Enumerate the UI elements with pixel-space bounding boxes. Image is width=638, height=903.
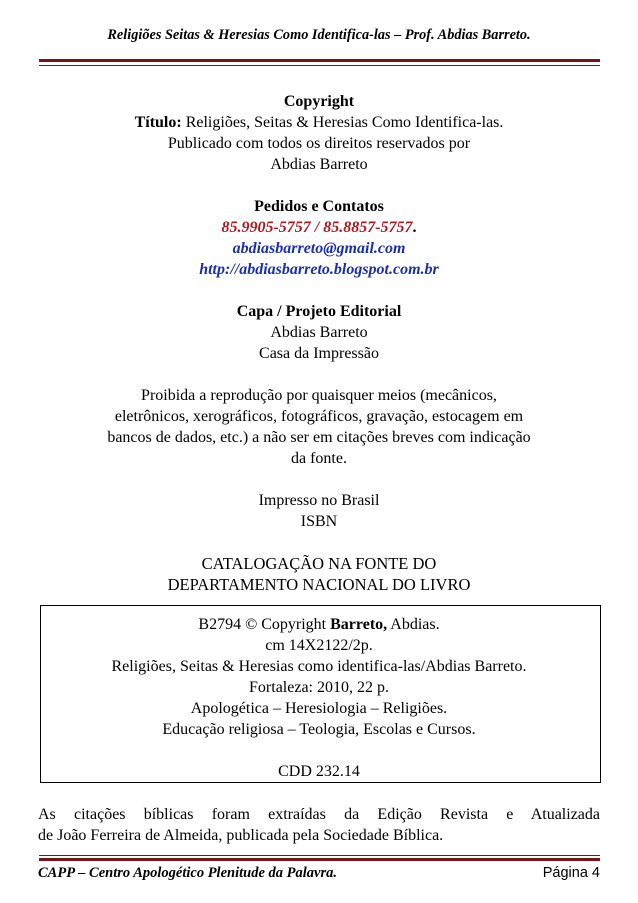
published-line: Publicado com todos os direitos reservados por [167, 135, 471, 152]
contacts-heading: Pedidos e Contatos [254, 198, 384, 215]
record-line [0, 615, 638, 634]
running-header: Religiões Seitas & Heresias Como Identifica-las – Prof. Abdias Barreto. [107, 27, 531, 43]
record-line: Educação religiosa – Teologia, Escolas e Cursos. [162, 721, 476, 738]
catalog-line: DEPARTAMENTO NACIONAL DO LIVRO [167, 575, 471, 594]
notice-line: bancos de dados, etc.) a não ser em citações breves com indicação [107, 429, 531, 446]
phones: 85.9905-5757 / 85.8857-5757 [221, 219, 413, 236]
email-link[interactable]: abdiasbarreto@gmail.com [232, 240, 406, 257]
notice-line: da fonte. [291, 450, 347, 467]
title-label: Título: [134, 114, 182, 131]
citation-line: As citações bíblicas foram extraídas da Edição Revista e Atualizada [38, 806, 600, 823]
footer-rule-thin [39, 855, 600, 856]
title-value: Religiões, Seitas & Heresias Como Identifica-las. [181, 114, 504, 131]
phones-period: . [412, 219, 417, 236]
notice-line: Proibida a reprodução por quaisquer meios (mecânicos, [141, 387, 497, 404]
email-line [0, 239, 638, 258]
record-cdd: CDD 232.14 [278, 763, 360, 780]
printed-in: Impresso no Brasil [258, 492, 380, 509]
record-firstname: Abdias. [387, 616, 440, 633]
footer-publisher: CAPP – Centro Apologético Plenitude da Palavra. [38, 865, 337, 881]
phones-line [0, 218, 638, 237]
title-line [0, 113, 638, 132]
editorial-heading: Capa / Projeto Editorial [236, 303, 402, 320]
record-line: cm 14X2122/2p. [265, 637, 373, 654]
blog-link[interactable]: http://abdiasbarreto.blogspot.com.br [199, 261, 439, 278]
footer-rule-thick [39, 858, 600, 861]
blog-line [0, 260, 638, 279]
record-line: Fortaleza: 2010, 22 p. [249, 679, 389, 696]
header-rule-thin [39, 65, 600, 66]
page-number: Página 4 [542, 865, 600, 881]
catalog-line: CATALOGAÇÃO NA FONTE DO [201, 554, 437, 573]
notice-line: eletrônicos, xerográficos, fotográficos, gravação, estocagem em [114, 408, 524, 425]
record-line: Religiões, Seitas & Heresias como identifica-las/Abdias Barreto. [111, 658, 527, 675]
isbn-label: ISBN [300, 513, 338, 530]
editorial-author: Abdias Barreto [270, 324, 368, 341]
citation-line: de João Ferreira de Almeida, publicada pela Sociedade Bíblica. [38, 827, 444, 844]
record-surname: Barreto, [330, 616, 388, 633]
copyright-heading: Copyright [283, 93, 355, 110]
record-copyright: B2794 © Copyright [198, 616, 331, 633]
record-line: Apologética – Heresiologia – Religiões. [190, 700, 448, 717]
header-rule-thick [39, 59, 600, 62]
editorial-printer: Casa da Impressão [259, 345, 379, 362]
copyright-author: Abdias Barreto [270, 156, 368, 173]
